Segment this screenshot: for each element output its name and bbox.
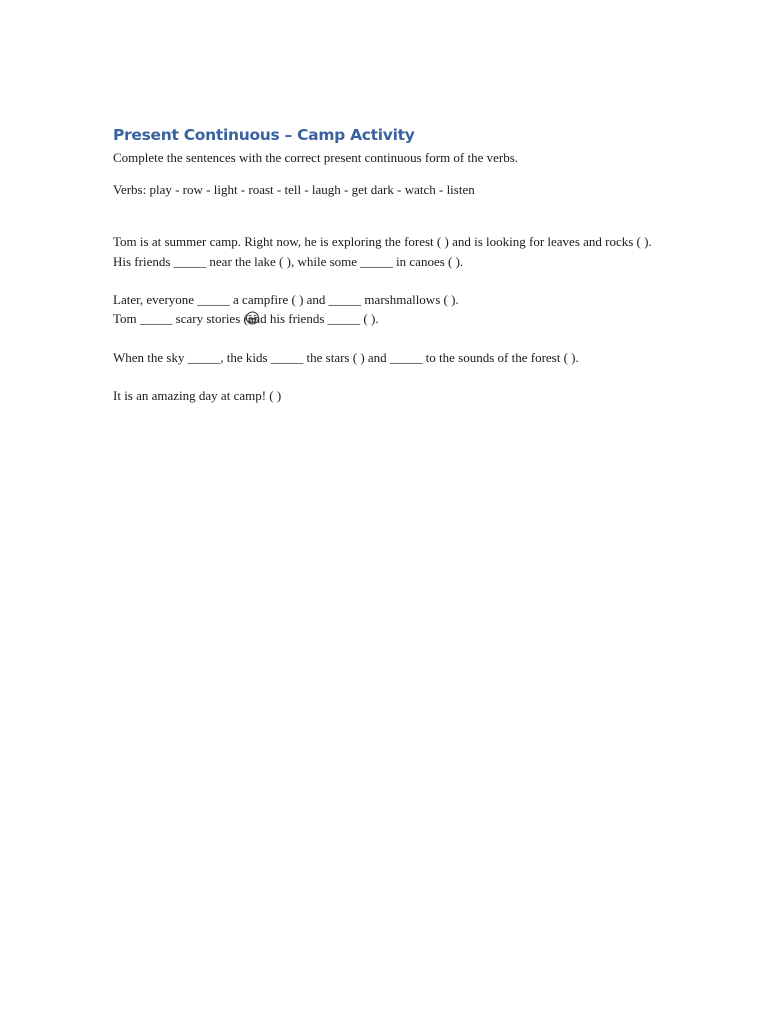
verb-list: Verbs: play - row - light - roast - tell - laugh - get dark - watch - listen [113, 182, 475, 197]
paragraph-friends: His friends _____ near the lake ( ), while some _____ in canoes ( ). [113, 254, 464, 269]
stories-text-before: Tom _____ scary stories ( [113, 311, 248, 326]
paragraph-campfire: Later, everyone _____ a campfire ( ) and _____ marshmallows ( ). [113, 292, 459, 307]
paragraph-exploring: Tom is at summer camp. Right now, he is exploring the forest ( ) and is looking for leaves and rocks ( ). [113, 234, 652, 249]
paragraph-stories [113, 309, 653, 328]
worksheet-title: Present Continuous – Camp Activity [113, 126, 415, 144]
worksheet-body [113, 124, 653, 405]
paragraph-stars: When the sky _____, the kids _____ the stars ( ) and _____ to the sounds of the forest ( ). [113, 350, 579, 365]
stories-text-after: and his friends _____ ( ). [247, 311, 379, 326]
laughing-face-icon-graphic [245, 311, 260, 325]
paragraph-closing: It is an amazing day at camp! ( ) [113, 388, 282, 403]
instructions-text: Complete the sentences with the correct present continuous form of the verbs. [113, 150, 519, 165]
